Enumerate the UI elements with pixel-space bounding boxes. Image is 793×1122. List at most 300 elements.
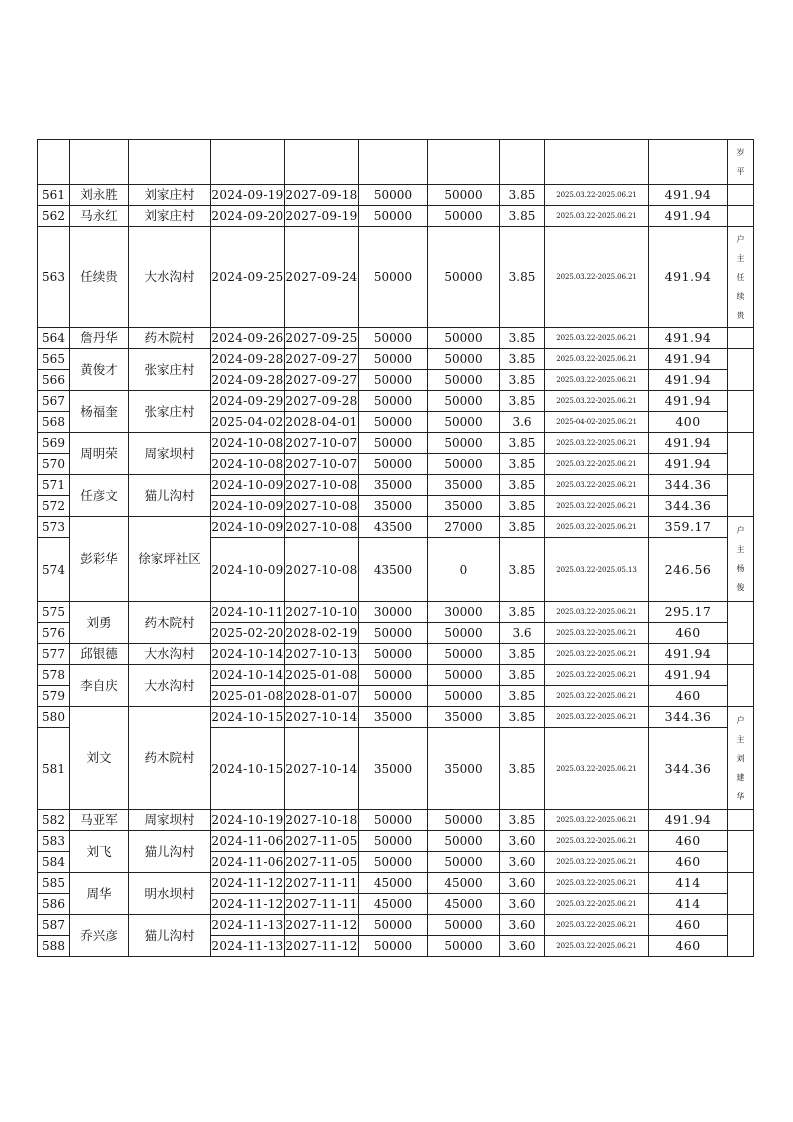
remark-char: 俊 (736, 583, 745, 592)
remark-char: 户 (736, 234, 745, 244)
row-number: 565 (38, 349, 70, 370)
balance-amount: 35000 (428, 707, 500, 728)
end-date: 2027-10-18 (285, 810, 359, 831)
interest-period: 2025.03.22-2025.06.21 (545, 227, 649, 328)
row-number: 573 (38, 517, 70, 538)
end-date: 2027-11-11 (285, 873, 359, 894)
village-name: 大水沟村 (129, 665, 211, 707)
end-date: 2027-09-27 (285, 370, 359, 391)
village-name: 药木院村 (129, 328, 211, 349)
loan-amount: 35000 (359, 707, 428, 728)
start-date: 2024-10-09 (211, 496, 285, 517)
remark-cell (728, 644, 754, 665)
interest-rate: 3.85 (500, 454, 545, 475)
borrower-name: 马永红 (70, 206, 129, 227)
table-row (38, 206, 754, 227)
interest-rate: 3.60 (500, 894, 545, 915)
end-date: 2027-10-08 (285, 517, 359, 538)
balance-amount: 50000 (428, 349, 500, 370)
balance-amount: 30000 (428, 602, 500, 623)
start-date: 2024-10-11 (211, 602, 285, 623)
start-date: 2024-10-09 (211, 475, 285, 496)
balance-amount: 35000 (428, 728, 500, 810)
end-date: 2027-10-14 (285, 728, 359, 810)
end-date: 2027-09-18 (285, 185, 359, 206)
interest-amount: 491.94 (649, 665, 728, 686)
loan-amount: 50000 (359, 433, 428, 454)
interest-amount: 491.94 (649, 391, 728, 412)
end-date: 2027-09-25 (285, 328, 359, 349)
start-date: 2024-09-28 (211, 370, 285, 391)
loan-amount: 50000 (359, 852, 428, 873)
loan-amount: 35000 (359, 728, 428, 810)
row-number: 571 (38, 475, 70, 496)
loan-interest-table (37, 139, 754, 957)
borrower-name: 乔兴彦 (70, 915, 129, 957)
interest-rate: 3.60 (500, 915, 545, 936)
remark-char: 户 (736, 526, 745, 535)
empty-cell (428, 140, 500, 185)
end-date: 2027-10-13 (285, 644, 359, 665)
end-date: 2028-01-07 (285, 686, 359, 707)
interest-period: 2025.03.22-2025.06.21 (545, 206, 649, 227)
interest-amount: 344.36 (649, 728, 728, 810)
interest-period: 2025.03.22-2025.06.21 (545, 349, 649, 370)
interest-period: 2025.03.22-2025.06.21 (545, 391, 649, 412)
empty-cell (649, 140, 728, 185)
interest-period: 2025-04-02-2025.06.21 (545, 412, 649, 433)
start-date: 2024-10-14 (211, 665, 285, 686)
interest-rate: 3.60 (500, 852, 545, 873)
interest-rate: 3.85 (500, 206, 545, 227)
balance-amount: 50000 (428, 623, 500, 644)
interest-rate: 3.85 (500, 538, 545, 602)
start-date: 2025-02-20 (211, 623, 285, 644)
empty-cell (359, 140, 428, 185)
remark-cell (728, 227, 754, 328)
empty-cell (545, 140, 649, 185)
interest-amount: 460 (649, 686, 728, 707)
interest-amount: 344.36 (649, 475, 728, 496)
remark-cell (728, 140, 754, 185)
interest-period: 2025.03.22-2025.06.21 (545, 915, 649, 936)
interest-rate: 3.85 (500, 517, 545, 538)
balance-amount: 27000 (428, 517, 500, 538)
balance-amount: 45000 (428, 894, 500, 915)
interest-rate: 3.85 (500, 665, 545, 686)
interest-period: 2025.03.22-2025.06.21 (545, 936, 649, 957)
end-date: 2027-11-05 (285, 831, 359, 852)
remark-cell (728, 915, 754, 957)
table-row (38, 433, 754, 454)
village-name: 周家坝村 (129, 433, 211, 475)
balance-amount: 50000 (428, 185, 500, 206)
interest-amount: 491.94 (649, 206, 728, 227)
interest-amount: 491.94 (649, 810, 728, 831)
loan-amount: 50000 (359, 454, 428, 475)
start-date: 2024-11-06 (211, 831, 285, 852)
balance-amount: 45000 (428, 873, 500, 894)
remark-cell (728, 602, 754, 644)
balance-amount: 35000 (428, 475, 500, 496)
village-name: 猫儿沟村 (129, 831, 211, 873)
loan-amount: 50000 (359, 349, 428, 370)
loan-amount: 50000 (359, 206, 428, 227)
table-row (38, 810, 754, 831)
interest-amount: 460 (649, 936, 728, 957)
end-date: 2027-10-08 (285, 538, 359, 602)
row-number: 579 (38, 686, 70, 707)
loan-amount: 50000 (359, 185, 428, 206)
start-date: 2025-04-02 (211, 412, 285, 433)
interest-period: 2025.03.22-2025.06.21 (545, 517, 649, 538)
interest-amount: 491.94 (649, 185, 728, 206)
borrower-name: 杨福奎 (70, 391, 129, 433)
village-name: 猫儿沟村 (129, 475, 211, 517)
interest-amount: 295.17 (649, 602, 728, 623)
balance-amount: 50000 (428, 391, 500, 412)
row-number: 563 (38, 227, 70, 328)
interest-amount: 491.94 (649, 370, 728, 391)
table-row (38, 915, 754, 936)
end-date: 2027-10-10 (285, 602, 359, 623)
remark-char: 主 (736, 734, 745, 744)
interest-rate: 3.85 (500, 328, 545, 349)
start-date: 2024-10-08 (211, 454, 285, 475)
start-date: 2024-09-19 (211, 185, 285, 206)
interest-amount: 491.94 (649, 644, 728, 665)
empty-cell (129, 140, 211, 185)
balance-amount: 50000 (428, 852, 500, 873)
end-date: 2027-10-14 (285, 707, 359, 728)
interest-rate: 3.85 (500, 707, 545, 728)
interest-period: 2025.03.22-2025.06.21 (545, 728, 649, 810)
remark-cell (728, 665, 754, 707)
borrower-name: 任续贵 (70, 227, 129, 328)
table-row (38, 391, 754, 412)
remark-char: 杨 (736, 564, 745, 573)
table-row (38, 707, 754, 728)
end-date: 2027-10-07 (285, 454, 359, 475)
table-row (38, 644, 754, 665)
village-name: 大水沟村 (129, 644, 211, 665)
interest-rate: 3.85 (500, 728, 545, 810)
interest-rate: 3.85 (500, 391, 545, 412)
interest-period: 2025.03.22-2025.06.21 (545, 602, 649, 623)
interest-rate: 3.85 (500, 370, 545, 391)
start-date: 2024-09-20 (211, 206, 285, 227)
start-date: 2024-10-15 (211, 728, 285, 810)
interest-amount: 344.36 (649, 707, 728, 728)
table-row (38, 185, 754, 206)
row-number: 578 (38, 665, 70, 686)
remark-cell (728, 391, 754, 433)
balance-amount: 50000 (428, 227, 500, 328)
interest-period: 2025.03.22-2025.06.21 (545, 852, 649, 873)
interest-period: 2025.03.22-2025.06.21 (545, 328, 649, 349)
balance-amount: 50000 (428, 328, 500, 349)
borrower-name: 刘永胜 (70, 185, 129, 206)
interest-period: 2025.03.22-2025.06.21 (545, 873, 649, 894)
end-date: 2028-04-01 (285, 412, 359, 433)
interest-rate: 3.60 (500, 873, 545, 894)
remark-cell (728, 349, 754, 391)
interest-period: 2025.03.22-2025.06.21 (545, 454, 649, 475)
end-date: 2027-10-08 (285, 496, 359, 517)
loan-amount: 50000 (359, 370, 428, 391)
start-date: 2024-10-14 (211, 644, 285, 665)
row-number: 575 (38, 602, 70, 623)
loan-amount: 45000 (359, 894, 428, 915)
start-date: 2024-09-25 (211, 227, 285, 328)
interest-period: 2025.03.22-2025.06.21 (545, 810, 649, 831)
borrower-name: 刘文 (70, 707, 129, 810)
village-name: 猫儿沟村 (129, 915, 211, 957)
interest-amount: 460 (649, 623, 728, 644)
borrower-name: 李自庆 (70, 665, 129, 707)
empty-cell (500, 140, 545, 185)
table-row (38, 227, 754, 328)
interest-amount: 344.36 (649, 496, 728, 517)
borrower-name: 詹丹华 (70, 328, 129, 349)
remark-cell (728, 873, 754, 915)
interest-rate: 3.85 (500, 349, 545, 370)
interest-period: 2025.03.22-2025.06.21 (545, 894, 649, 915)
interest-amount: 460 (649, 915, 728, 936)
table-row-continued (38, 140, 754, 185)
row-number: 587 (38, 915, 70, 936)
interest-amount: 491.94 (649, 349, 728, 370)
remark-cell (728, 206, 754, 227)
remark-char: 主 (736, 253, 745, 263)
row-number: 588 (38, 936, 70, 957)
end-date: 2027-11-12 (285, 915, 359, 936)
row-number: 562 (38, 206, 70, 227)
borrower-name: 刘飞 (70, 831, 129, 873)
start-date: 2025-01-08 (211, 686, 285, 707)
interest-rate: 3.85 (500, 475, 545, 496)
interest-period: 2025.03.22-2025.06.21 (545, 665, 649, 686)
interest-amount: 414 (649, 873, 728, 894)
balance-amount: 50000 (428, 370, 500, 391)
end-date: 2028-02-19 (285, 623, 359, 644)
start-date: 2024-09-28 (211, 349, 285, 370)
loan-amount: 50000 (359, 644, 428, 665)
borrower-name: 马亚军 (70, 810, 129, 831)
borrower-name: 邱银德 (70, 644, 129, 665)
start-date: 2024-10-09 (211, 538, 285, 602)
row-number: 570 (38, 454, 70, 475)
loan-amount: 50000 (359, 665, 428, 686)
row-number: 577 (38, 644, 70, 665)
village-name: 张家庄村 (129, 391, 211, 433)
loan-amount: 50000 (359, 391, 428, 412)
interest-period: 2025.03.22-2025.06.21 (545, 433, 649, 454)
end-date: 2027-10-08 (285, 475, 359, 496)
start-date: 2024-09-26 (211, 328, 285, 349)
interest-amount: 491.94 (649, 454, 728, 475)
row-number: 585 (38, 873, 70, 894)
balance-amount: 50000 (428, 644, 500, 665)
interest-period: 2025.03.22-2025.06.21 (545, 370, 649, 391)
table-row (38, 475, 754, 496)
loan-amount: 45000 (359, 873, 428, 894)
remark-char: 平 (736, 167, 745, 176)
loan-amount: 43500 (359, 517, 428, 538)
row-number: 564 (38, 328, 70, 349)
interest-period: 2025.03.22-2025.06.21 (545, 831, 649, 852)
interest-rate: 3.85 (500, 185, 545, 206)
loan-amount: 50000 (359, 412, 428, 433)
row-number: 581 (38, 728, 70, 810)
loan-amount: 50000 (359, 623, 428, 644)
row-number: 569 (38, 433, 70, 454)
end-date: 2027-11-12 (285, 936, 359, 957)
village-name: 周家坝村 (129, 810, 211, 831)
village-name: 药木院村 (129, 707, 211, 810)
borrower-name: 黄俊才 (70, 349, 129, 391)
interest-period: 2025.03.22-2025.06.21 (545, 686, 649, 707)
table-row (38, 349, 754, 370)
start-date: 2024-10-08 (211, 433, 285, 454)
remark-cell (728, 185, 754, 206)
interest-rate: 3.60 (500, 831, 545, 852)
village-name: 药木院村 (129, 602, 211, 644)
borrower-name: 彭彩华 (70, 517, 129, 602)
start-date: 2024-09-29 (211, 391, 285, 412)
end-date: 2027-09-27 (285, 349, 359, 370)
village-name: 大水沟村 (129, 227, 211, 328)
table-row (38, 831, 754, 852)
interest-period: 2025.03.22-2025.06.21 (545, 475, 649, 496)
loan-amount: 30000 (359, 602, 428, 623)
loan-amount: 50000 (359, 915, 428, 936)
balance-amount: 50000 (428, 206, 500, 227)
remark-cell (728, 517, 754, 602)
interest-amount: 460 (649, 852, 728, 873)
loan-amount: 50000 (359, 686, 428, 707)
village-name: 徐家坪社区 (129, 517, 211, 602)
row-number: 561 (38, 185, 70, 206)
table-row (38, 517, 754, 538)
loan-amount: 35000 (359, 475, 428, 496)
empty-cell (70, 140, 129, 185)
interest-rate: 3.6 (500, 623, 545, 644)
empty-cell (211, 140, 285, 185)
start-date: 2024-11-13 (211, 936, 285, 957)
loan-amount: 43500 (359, 538, 428, 602)
village-name: 刘家庄村 (129, 206, 211, 227)
balance-amount: 50000 (428, 936, 500, 957)
table-row (38, 602, 754, 623)
borrower-name: 周明荣 (70, 433, 129, 475)
row-number: 584 (38, 852, 70, 873)
start-date: 2024-11-13 (211, 915, 285, 936)
remark-cell (728, 810, 754, 831)
end-date: 2027-11-11 (285, 894, 359, 915)
loan-amount: 50000 (359, 810, 428, 831)
interest-rate: 3.85 (500, 227, 545, 328)
interest-rate: 3.85 (500, 496, 545, 517)
row-number: 566 (38, 370, 70, 391)
remark-char: 岁 (736, 148, 745, 157)
interest-amount: 491.94 (649, 227, 728, 328)
remark-char: 户 (736, 715, 745, 725)
table-body (38, 140, 754, 957)
interest-rate: 3.85 (500, 602, 545, 623)
interest-amount: 246.56 (649, 538, 728, 602)
village-name: 张家庄村 (129, 349, 211, 391)
empty-cell (38, 140, 70, 185)
interest-amount: 359.17 (649, 517, 728, 538)
remark-cell (728, 433, 754, 475)
interest-period: 2025.03.22-2025.06.21 (545, 623, 649, 644)
empty-cell (285, 140, 359, 185)
interest-amount: 491.94 (649, 328, 728, 349)
remark-cell (728, 328, 754, 349)
remark-char: 刘 (736, 753, 745, 763)
table-row (38, 873, 754, 894)
table-row (38, 328, 754, 349)
interest-rate: 3.85 (500, 433, 545, 454)
remark-cell (728, 831, 754, 873)
balance-amount: 50000 (428, 810, 500, 831)
balance-amount: 50000 (428, 454, 500, 475)
end-date: 2027-09-28 (285, 391, 359, 412)
remark-cell (728, 707, 754, 810)
loan-amount: 50000 (359, 936, 428, 957)
interest-amount: 414 (649, 894, 728, 915)
row-number: 576 (38, 623, 70, 644)
interest-rate: 3.85 (500, 686, 545, 707)
balance-amount: 50000 (428, 665, 500, 686)
remark-cell (728, 475, 754, 517)
balance-amount: 50000 (428, 915, 500, 936)
table-row (38, 665, 754, 686)
village-name: 明水坝村 (129, 873, 211, 915)
row-number: 568 (38, 412, 70, 433)
balance-amount: 0 (428, 538, 500, 602)
remark-char: 贵 (736, 310, 745, 320)
row-number: 583 (38, 831, 70, 852)
interest-rate: 3.85 (500, 810, 545, 831)
interest-rate: 3.6 (500, 412, 545, 433)
remark-char: 主 (736, 545, 745, 554)
interest-rate: 3.85 (500, 644, 545, 665)
loan-amount: 50000 (359, 328, 428, 349)
start-date: 2024-10-09 (211, 517, 285, 538)
balance-amount: 50000 (428, 433, 500, 454)
end-date: 2027-10-07 (285, 433, 359, 454)
balance-amount: 50000 (428, 686, 500, 707)
row-number: 572 (38, 496, 70, 517)
interest-amount: 460 (649, 831, 728, 852)
village-name: 刘家庄村 (129, 185, 211, 206)
loan-amount: 35000 (359, 496, 428, 517)
start-date: 2024-11-06 (211, 852, 285, 873)
start-date: 2024-10-19 (211, 810, 285, 831)
interest-period: 2025.03.22-2025.05.13 (545, 538, 649, 602)
balance-amount: 35000 (428, 496, 500, 517)
remark-char: 建 (736, 772, 745, 782)
interest-period: 2025.03.22-2025.06.21 (545, 707, 649, 728)
end-date: 2027-09-19 (285, 206, 359, 227)
interest-amount: 491.94 (649, 433, 728, 454)
row-number: 586 (38, 894, 70, 915)
end-date: 2027-09-24 (285, 227, 359, 328)
borrower-name: 刘勇 (70, 602, 129, 644)
end-date: 2027-11-05 (285, 852, 359, 873)
